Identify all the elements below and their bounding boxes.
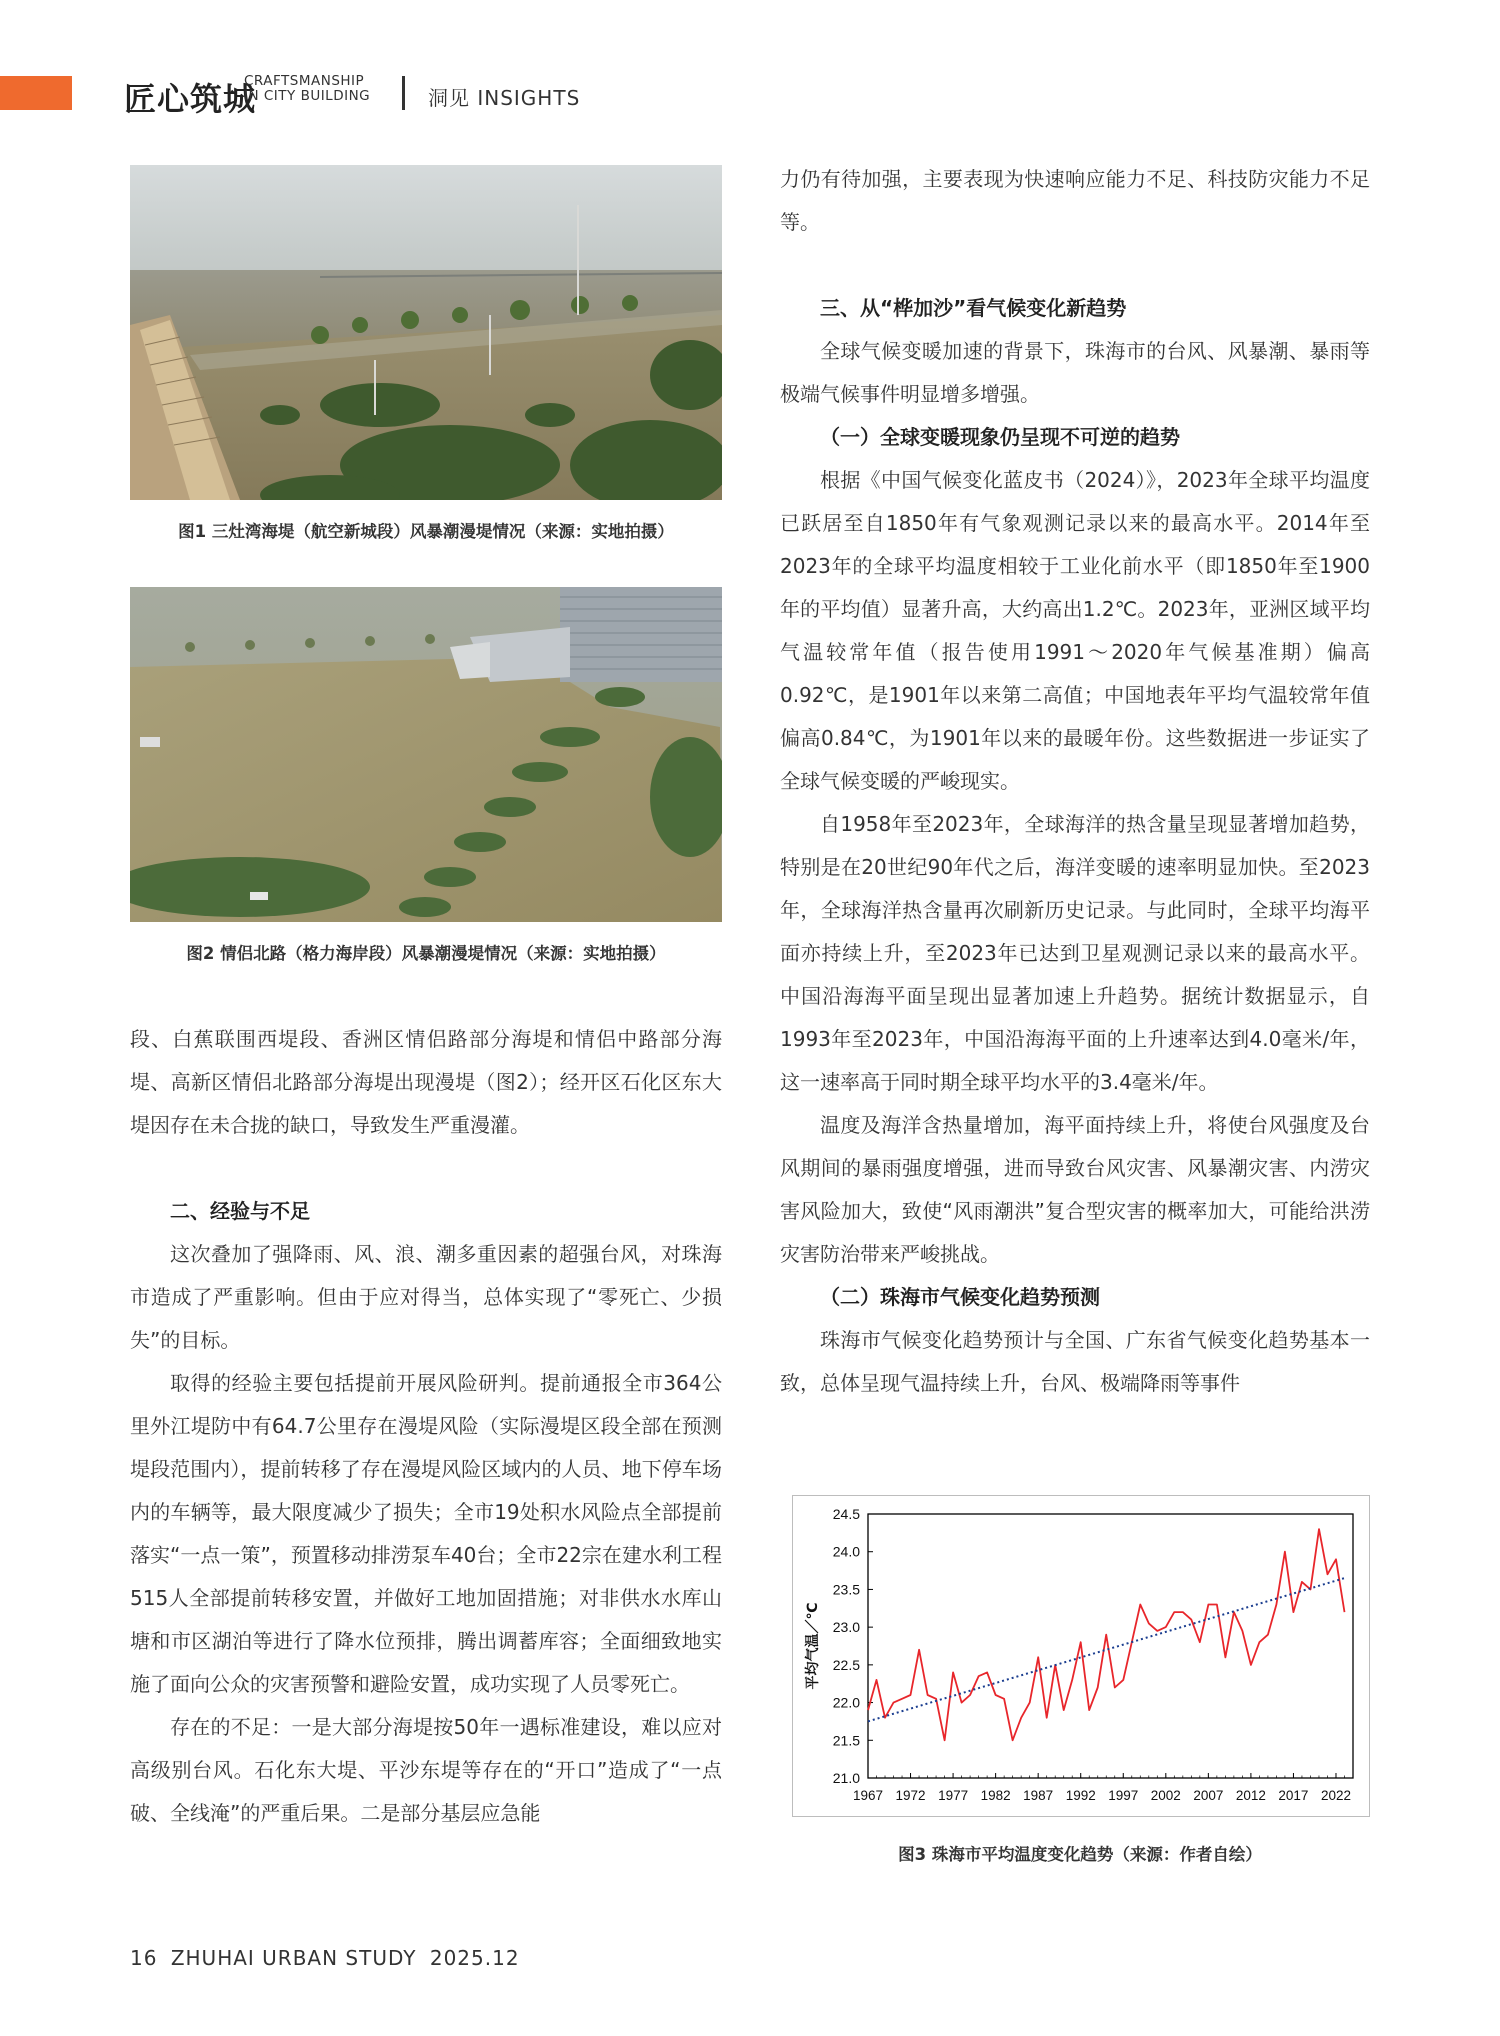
section-heading-experience: 二、经验与不足	[170, 1199, 310, 1223]
right-paragraph: 温度及海洋含热量增加，海平面持续上升，将使台风强度及台风期间的暴雨强度增强，进而导致台风灾害、风暴潮灾害、内涝灾害风险加大，致使“风雨潮洪”复合型灾害的概率加大，可能给洪涝灾害防治带来严峻挑战。	[780, 1113, 1370, 1266]
right-paragraph-continued: 力仍有待加强，主要表现为快速响应能力不足、科技防灾能力不足等。	[780, 167, 1370, 234]
figure1-photo	[130, 165, 722, 500]
x-tick-label: 1997	[1108, 1788, 1139, 1803]
x-tick-label: 1982	[980, 1788, 1011, 1803]
figure1-illustration	[130, 165, 722, 500]
section-tag: 洞见 INSIGHTS	[428, 86, 581, 110]
brand-title: 匠心筑城	[124, 80, 257, 118]
temperature-chart	[793, 1496, 1369, 1816]
header-accent-bar	[0, 76, 72, 110]
plot-area-frame	[868, 1514, 1353, 1778]
brand-english-line2: IN CITY BUILDING	[244, 88, 371, 104]
x-tick-label: 1972	[895, 1788, 926, 1803]
section-heading-climate-trend: 三、从“桦加沙”看气候变化新趋势	[820, 296, 1127, 320]
figure3-caption: 图3 珠海市平均温度变化趋势（来源：作者自绘）	[898, 1845, 1262, 1864]
x-tick-label: 2022	[1320, 1788, 1352, 1803]
brand-english	[244, 74, 370, 104]
x-tick-label: 1992	[1065, 1788, 1096, 1803]
y-tick-label: 24.0	[832, 1543, 860, 1560]
x-tick-label: 1977	[938, 1788, 969, 1803]
y-tick-label: 23.5	[832, 1581, 860, 1598]
temperature-series-line	[868, 1529, 1345, 1740]
x-tick-label: 1987	[1023, 1788, 1054, 1803]
page-number: 16	[130, 1946, 158, 1970]
y-tick-label: 21.0	[832, 1770, 860, 1786]
figure3-chart-frame	[792, 1495, 1370, 1817]
x-tick-label: 2012	[1235, 1788, 1266, 1803]
figure1-caption: 图1 三灶湾海堤（航空新城段）风暴潮漫堤情况（来源：实地拍摄）	[178, 522, 674, 541]
left-paragraph: 取得的经验主要包括提前开展风险研判。提前通报全市364公里外江堤防中有64.7公里存在漫堤风险（实际漫堤区段全部在预测堤段范围内），提前转移了存在漫堤风险区域内的人员、地下停车场内的车辆等，最大限度减少了损失；全市19处积水风险点全部提前落实“一点一策”，预置移动排涝泵车40台；全市22宗在建水利工程515人全部提前转移安置，并做好工地加固措施；对非供水水库山塘和市区湖泊等进行了降水位预排，腾出调蓄库容；全面细致地实施了面向公众的灾害预警和避险安置，成功实现了人员零死亡。	[130, 1371, 722, 1696]
right-column	[780, 158, 1370, 1405]
left-paragraph: 存在的不足：一是大部分海堤按50年一遇标准建设，难以应对高级别台风。石化东大堤、平沙东堤等存在的“开口”造成了“一点破、全线淹”的严重后果。二是部分基层应急能	[130, 1715, 722, 1825]
x-tick-label: 2007	[1193, 1788, 1224, 1803]
right-paragraph: 自1958年至2023年，全球海洋的热含量呈现显著增加趋势，特别是在20世纪90年代之后，海洋变暖的速率明显加快。至2023年，全球海洋热含量再次刷新历史记录。与此同时，全球平均海平面亦持续上升，至2023年已达到卫星观测记录以来的最高水平。中国沿海海平面呈现出显著加速上升趋势。据统计数据显示，自1993年至2023年，中国沿海海平面的上升速率达到4.0毫米/年，这一速率高于同时期全球平均水平的3.4毫米/年。	[780, 812, 1370, 1094]
brand-english-line1: CRAFTSMANSHIP	[244, 73, 365, 89]
y-tick-label: 24.5	[832, 1506, 860, 1522]
subheading-zhuhai-forecast: （二）珠海市气候变化趋势预测	[820, 1285, 1100, 1309]
figure2-photo	[130, 587, 722, 922]
y-tick-label: 23.0	[832, 1619, 860, 1636]
y-axis-label: 平均气温／℃	[805, 1602, 821, 1690]
figure2-caption: 图2 情侣北路（格力海岸段）风暴潮漫堤情况（来源：实地拍摄）	[186, 944, 666, 963]
issue-date: 2025.12	[429, 1946, 520, 1970]
x-tick-label: 2002	[1150, 1788, 1181, 1803]
left-paragraph-continued: 段、白蕉联围西堤段、香洲区情侣路部分海堤和情侣中路部分海堤、高新区情侣北路部分海堤出现漫堤（图2）；经开区石化区东大堤因存在未合拢的缺口，导致发生严重漫灌。	[130, 1027, 722, 1137]
figure2-illustration	[130, 587, 722, 922]
right-paragraph: 全球气候变暖加速的背景下，珠海市的台风、风暴潮、暴雨等极端气候事件明显增多增强。	[780, 339, 1370, 406]
y-tick-label: 22.5	[832, 1656, 860, 1673]
subheading-global-warming: （一）全球变暖现象仍呈现不可逆的趋势	[820, 425, 1180, 449]
journal-name: ZHUHAI URBAN STUDY	[170, 1946, 417, 1970]
x-tick-label: 2017	[1278, 1788, 1309, 1803]
left-paragraph: 这次叠加了强降雨、风、浪、潮多重因素的超强台风，对珠海市造成了严重影响。但由于应对得当，总体实现了“零死亡、少损失”的目标。	[130, 1242, 722, 1352]
trend-line	[868, 1578, 1345, 1721]
right-paragraph: 根据《中国气候变化蓝皮书（2024）》，2023年全球平均温度已跃居至自1850年有气象观测记录以来的最高水平。2014年至2023年的全球平均温度相较于工业化前水平（即1850年至1900年的平均值）显著升高，大约高出1.2℃。2023年，亚洲区域平均气温较常年值（报告使用1991～2020年气候基准期）偏高0.92℃，是1901年以来第二高值；中国地表年平均气温较常年值偏高0.84℃，为1901年以来的最暖年份。这些数据进一步证实了全球气候变暖的严峻现实。	[780, 468, 1370, 793]
y-tick-label: 21.5	[832, 1732, 860, 1749]
left-column	[130, 1018, 722, 1835]
page-footer	[130, 1946, 520, 1970]
x-tick-label: 1967	[852, 1788, 884, 1803]
right-paragraph: 珠海市气候变化趋势预计与全国、广东省气候变化趋势基本一致，总体呈现气温持续上升，台风、极端降雨等事件	[780, 1328, 1370, 1395]
y-tick-label: 22.0	[832, 1694, 860, 1711]
header-divider	[402, 76, 405, 110]
